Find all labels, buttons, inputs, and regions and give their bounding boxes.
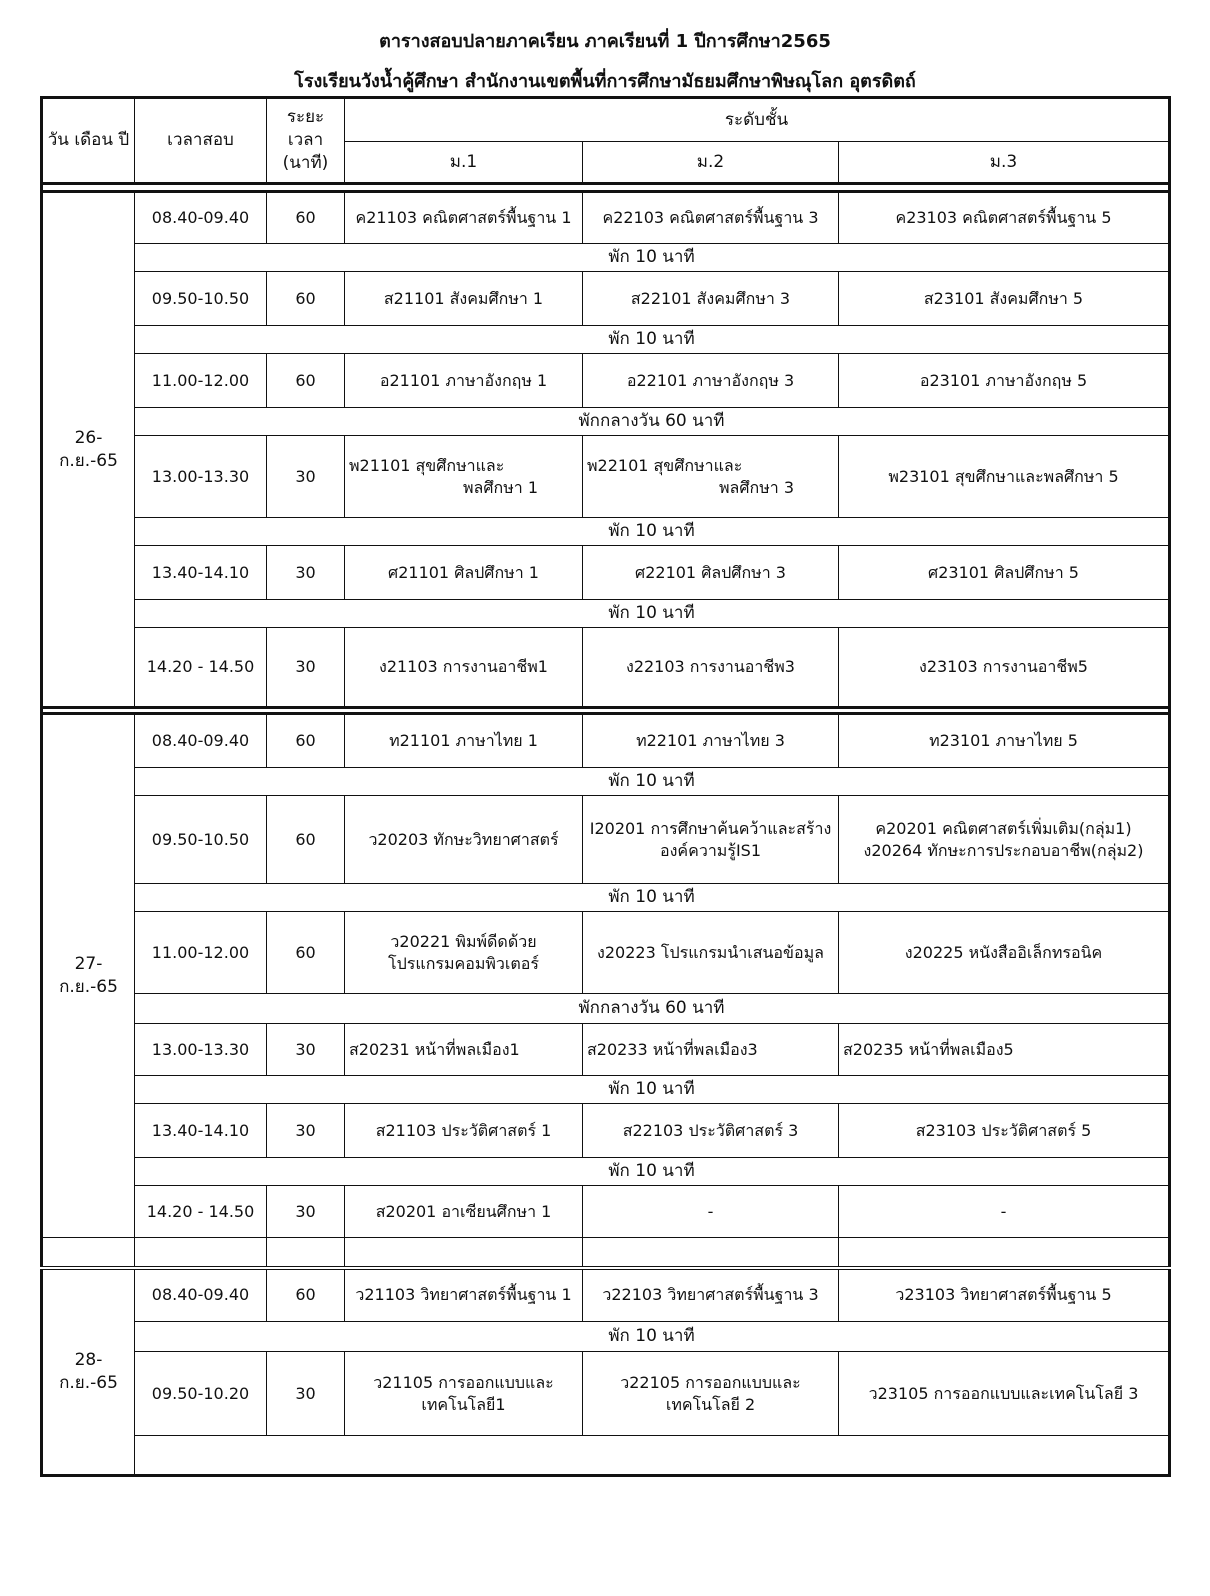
document-title: ตารางสอบปลายภาคเรียน ภาคเรียนที่ 1 ปีการศึกษา2565: [379, 31, 831, 52]
subject-m2-line2: เทคโนโลยี 2: [665, 1394, 756, 1414]
duration-cell: 30: [267, 1024, 345, 1076]
subject-m1-line2: เทคโนโลยี1: [421, 1394, 506, 1414]
subject-m1: ว20203 ทักษะวิทยาศาสตร์: [345, 796, 583, 884]
subject-m1-line1: ว21105 การออกแบบและ: [373, 1372, 554, 1392]
subject-m2-line2: องค์ความรู้IS1: [660, 840, 761, 860]
subject-m1-line1: ว20221 พิมพ์ดีดด้วย: [390, 931, 537, 951]
subject-m2: ง22103 การงานอาชีพ3: [583, 628, 839, 708]
header-m1: ม.1: [345, 142, 583, 184]
time-cell: 08.40-09.40: [135, 714, 267, 768]
header-m2: ม.2: [583, 142, 839, 184]
duration-cell: 30: [267, 546, 345, 600]
time-cell: 08.40-09.40: [135, 192, 267, 244]
subject-m3-line2: ง20264 ทักษะการประกอบอาชีพ(กลุ่ม2): [863, 840, 1144, 860]
duration-cell: 60: [267, 272, 345, 326]
subject-m3: ท23101 ภาษาไทย 5: [839, 714, 1170, 768]
subject-m2: ง20223 โปรแกรมนำเสนอข้อมูล: [583, 912, 839, 994]
subject-m1: ง21103 การงานอาชีพ1: [345, 628, 583, 708]
break-row: พัก 10 นาที: [135, 884, 1170, 912]
subject-m1: อ21101 ภาษาอังกฤษ 1: [345, 354, 583, 408]
subject-m1: ศ21101 ศิลปศึกษา 1: [345, 546, 583, 600]
subject-m3: ส23101 สังคมศึกษา 5: [839, 272, 1170, 326]
header-level: ระดับชั้น: [345, 98, 1170, 142]
break-row: พัก 10 นาที: [135, 1322, 1170, 1352]
header-duration-line1: ระยะเวลา: [286, 107, 325, 151]
break-row: พัก 10 นาที: [135, 768, 1170, 796]
time-cell: 11.00-12.00: [135, 912, 267, 994]
header-m3: ม.3: [839, 142, 1170, 184]
lunch-break-row: พักกลางวัน 60 นาที: [135, 994, 1170, 1024]
time-cell: 08.40-09.40: [135, 1268, 267, 1322]
duration-cell: 60: [267, 796, 345, 884]
empty-cell: [267, 1238, 345, 1268]
duration-cell: 30: [267, 1352, 345, 1436]
time-cell: 09.50-10.50: [135, 272, 267, 326]
subject-m2: อ22101 ภาษาอังกฤษ 3: [583, 354, 839, 408]
subject-m1: ส20231 หน้าที่พลเมือง1: [345, 1024, 583, 1076]
duration-cell: 60: [267, 1268, 345, 1322]
time-cell: 09.50-10.20: [135, 1352, 267, 1436]
subject-m1: [345, 1352, 583, 1436]
header-time: เวลาสอบ: [135, 98, 267, 184]
empty-cell: [839, 1238, 1170, 1268]
time-cell: 13.00-13.30: [135, 436, 267, 518]
lunch-break-row: พักกลางวัน 60 นาที: [135, 408, 1170, 436]
subject-m2: ว22103 วิทยาศาสตร์พื้นฐาน 3: [583, 1268, 839, 1322]
subject-m2: ศ22101 ศิลปศึกษา 3: [583, 546, 839, 600]
subject-m3: ส23103 ประวัติศาสตร์ 5: [839, 1104, 1170, 1158]
header-duration-line2: (นาที): [282, 152, 329, 173]
subject-m3-line1: ค20201 คณิตศาสตร์เพิ่มเติม(กลุ่ม1): [875, 818, 1132, 838]
duration-cell: 60: [267, 714, 345, 768]
time-cell: 14.20 - 14.50: [135, 628, 267, 708]
subject-m3: ศ23101 ศิลปศึกษา 5: [839, 546, 1170, 600]
header-duration: [267, 98, 345, 184]
subject-m2: ส22103 ประวัติศาสตร์ 3: [583, 1104, 839, 1158]
subject-m3: [839, 796, 1170, 884]
subject-m3: ง20225 หนังสืออิเล็กทรอนิค: [839, 912, 1170, 994]
duration-cell: 60: [267, 912, 345, 994]
subject-m1: ส21103 ประวัติศาสตร์ 1: [345, 1104, 583, 1158]
time-cell: 14.20 - 14.50: [135, 1186, 267, 1238]
subject-m2: ค22103 คณิตศาสตร์พื้นฐาน 3: [583, 192, 839, 244]
date-cell: 28-ก.ย.-65: [42, 1268, 135, 1476]
empty-row: [135, 1436, 1170, 1476]
subject-m2-line1: ว22105 การออกแบบและ: [620, 1372, 801, 1392]
subject-m1-line1: พ21101 สุขศึกษาและ: [349, 455, 505, 475]
empty-cell: [42, 1238, 135, 1268]
subject-m1: ส20201 อาเซียนศึกษา 1: [345, 1186, 583, 1238]
exam-schedule-table: [40, 96, 1171, 1477]
subject-m3: ว23103 วิทยาศาสตร์พื้นฐาน 5: [839, 1268, 1170, 1322]
subject-m3: ส20235 หน้าที่พลเมือง5: [839, 1024, 1170, 1076]
subject-m2: [583, 436, 839, 518]
subject-m2: [583, 796, 839, 884]
subject-m1: ท21101 ภาษาไทย 1: [345, 714, 583, 768]
break-row: พัก 10 นาที: [135, 244, 1170, 272]
time-cell: 09.50-10.50: [135, 796, 267, 884]
subject-m2: ส20233 หน้าที่พลเมือง3: [583, 1024, 839, 1076]
duration-cell: 60: [267, 192, 345, 244]
subject-m3: ค23103 คณิตศาสตร์พื้นฐาน 5: [839, 192, 1170, 244]
duration-cell: 30: [267, 628, 345, 708]
break-row: พัก 10 นาที: [135, 600, 1170, 628]
document-subtitle: โรงเรียนวังน้ำคู้ศึกษา สำนักงานเขตพื้นที่การศึกษามัธยมศึกษาพิษณุโลก อุตรดิตถ์: [294, 71, 916, 92]
subject-m1: ค21103 คณิตศาสตร์พื้นฐาน 1: [345, 192, 583, 244]
time-cell: 13.40-14.10: [135, 1104, 267, 1158]
subject-m1: ส21101 สังคมศึกษา 1: [345, 272, 583, 326]
subject-m3: อ23101 ภาษาอังกฤษ 5: [839, 354, 1170, 408]
subject-m3: ว23105 การออกแบบและเทคโนโลยี 3: [839, 1352, 1170, 1436]
empty-cell: [583, 1238, 839, 1268]
subject-m2: -: [583, 1186, 839, 1238]
duration-cell: 30: [267, 1186, 345, 1238]
empty-cell: [345, 1238, 583, 1268]
time-cell: 13.00-13.30: [135, 1024, 267, 1076]
subject-m2-line1: พ22101 สุขศึกษาและ: [587, 455, 743, 475]
subject-m2-line1: I20201 การศึกษาค้นคว้าและสร้าง: [589, 818, 832, 838]
time-cell: 11.00-12.00: [135, 354, 267, 408]
separator-row: [42, 184, 1170, 192]
subject-m1: [345, 912, 583, 994]
subject-m3: -: [839, 1186, 1170, 1238]
subject-m1: [345, 436, 583, 518]
subject-m1: ว21103 วิทยาศาสตร์พื้นฐาน 1: [345, 1268, 583, 1322]
time-cell: 13.40-14.10: [135, 546, 267, 600]
duration-cell: 60: [267, 354, 345, 408]
duration-cell: 30: [267, 436, 345, 518]
subject-m2: ท22101 ภาษาไทย 3: [583, 714, 839, 768]
break-row: พัก 10 นาที: [135, 518, 1170, 546]
empty-cell: [135, 1238, 267, 1268]
header-date: วัน เดือน ปี: [42, 98, 135, 184]
date-cell: 27-ก.ย.-65: [42, 714, 135, 1238]
subject-m3: พ23101 สุขศึกษาและพลศึกษา 5: [839, 436, 1170, 518]
break-row: พัก 10 นาที: [135, 326, 1170, 354]
date-cell: 26-ก.ย.-65: [42, 192, 135, 708]
break-row: พัก 10 นาที: [135, 1076, 1170, 1104]
break-row: พัก 10 นาที: [135, 1158, 1170, 1186]
subject-m3: ง23103 การงานอาชีพ5: [839, 628, 1170, 708]
duration-cell: 30: [267, 1104, 345, 1158]
subject-m1-line2: พลศึกษา 1: [463, 477, 538, 497]
subject-m2-line2: พลศึกษา 3: [719, 477, 794, 497]
subject-m2: ส22101 สังคมศึกษา 3: [583, 272, 839, 326]
subject-m2: [583, 1352, 839, 1436]
subject-m1-line2: โปรแกรมคอมพิวเตอร์: [388, 953, 539, 973]
